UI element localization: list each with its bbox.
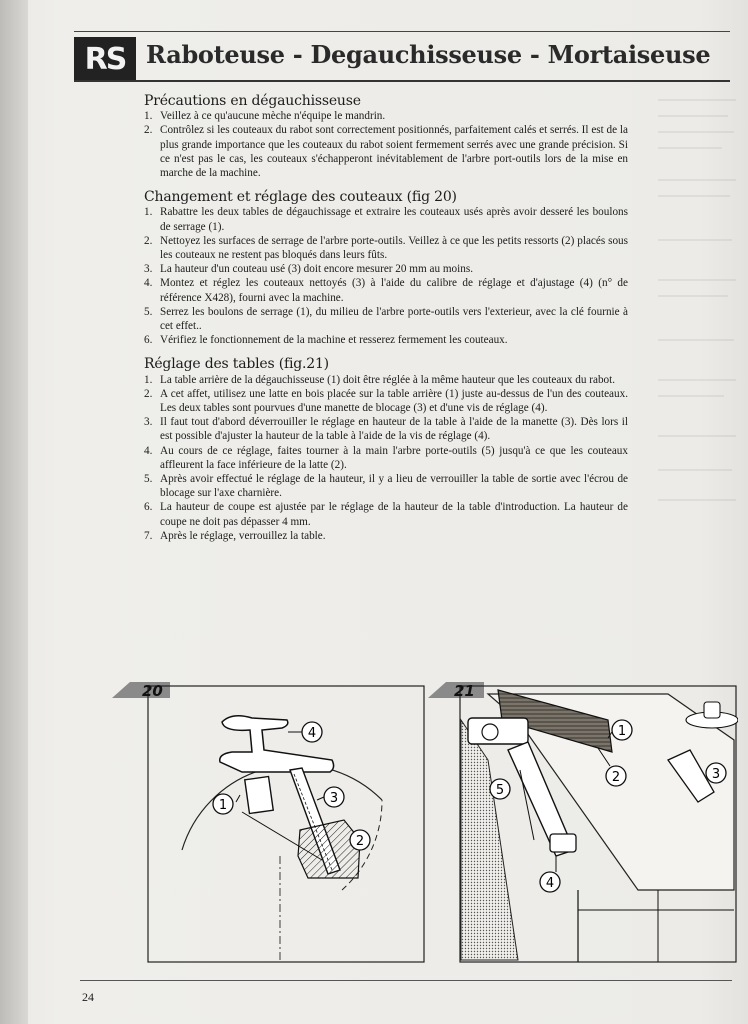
brand-logo: RS <box>74 37 136 81</box>
list-item <box>144 109 628 123</box>
figure-20 <box>112 680 428 966</box>
list-item <box>144 373 628 387</box>
callout-1-label: 1 <box>617 724 627 739</box>
clamping-bolt <box>245 776 273 813</box>
item-text: Veillez à ce qu'aucune mèche n'équipe le mandrin. <box>160 110 386 123</box>
item-number: 1. <box>144 110 153 123</box>
callout-4-label: 4 <box>545 876 555 891</box>
callout-2-label: 2 <box>355 834 365 849</box>
figure-21-tag: 21 <box>454 682 475 700</box>
callout-3-label: 3 <box>329 791 339 806</box>
item-text: Contrôlez si les couteaux du rabot sont correctement positionnés, parfaitement calés et serrés. Il est de la plus grande importance que les couteaux du rabot soient fermement serrés avec une grande précision. Si ce n'est pas le cas, les couteaux s'échapperont inévitablement de l'arbre port-outils lors de la mise en marche de la machine. <box>160 124 628 180</box>
item-text: Au cours de ce réglage, faites tourner à la main l'arbre porte-outils (5) jusqu'à ce que les couteaux affleurent la face inférieure de la latte (2). <box>160 444 628 471</box>
item-text: Montez et réglez les couteaux nettoyés (3) à l'aide du calibre de réglage et d'ajustage (4) (n° de référence X428), fourni avec la machine. <box>160 277 628 304</box>
section-heading: Changement et réglage des couteaux (fig 20) <box>144 189 457 206</box>
item-text: Après avoir effectué le réglage de la hauteur, il y a lieu de verrouiller la table de sortie avec l'écrou de blocage sur l'axe charnière. <box>160 473 628 500</box>
item-text: La table arrière de la dégauchisseuse (1) doit être réglée à la même hauteur que les couteaux du rabot. <box>160 373 616 386</box>
adjustment-screw <box>550 834 576 852</box>
show-through-texture <box>658 90 738 530</box>
page-number: 24 <box>82 990 94 1004</box>
callout-1-label: 1 <box>218 798 228 813</box>
item-number: 2. <box>144 124 153 137</box>
shaft-end <box>482 724 498 740</box>
list-item <box>144 276 628 304</box>
leader-1 <box>236 795 240 802</box>
item-text: Vérifiez le fonctionnement de la machine et resserez fermement les couteaux. <box>160 334 508 347</box>
list-item <box>144 123 628 180</box>
callout-2-label: 2 <box>611 770 621 785</box>
figure-20-tag: 20 <box>142 682 163 700</box>
callout-5-label: 5 <box>495 783 505 798</box>
item-text: Rabattre les deux tables de dégauchissage et extraire les couteaux usés après avoir desseré les boulons de serrage (1). <box>160 206 628 233</box>
figure-20-drawing <box>112 680 428 966</box>
item-text: A cet affet, utilisez une latte en bois placée sur la table arrière (1) juste au-dessus de l'un des couteaux. Les deux tables sont pourvues d'une manette de blocage (3) et d'une vis de réglage (4). <box>160 387 628 415</box>
section-reglage-tables <box>144 357 628 543</box>
instruction-list <box>144 373 628 543</box>
list-item <box>144 529 628 543</box>
section-precautions <box>144 94 628 180</box>
list-item <box>144 305 628 333</box>
item-text: La hauteur d'un couteau usé (3) doit encore mesurer 20 mm au moins. <box>160 263 473 276</box>
list-item <box>144 205 628 233</box>
callout-3-label: 3 <box>711 767 721 782</box>
binding-shadow <box>0 0 28 1024</box>
item-text: Après le réglage, verrouillez la table. <box>160 529 326 542</box>
item-text: La hauteur de coupe est ajustée par le réglage de la hauteur de la table d'introduction. La hauteur de coupe ne doit pas dépasser 4 mm. <box>160 501 628 528</box>
header-rule <box>74 80 730 82</box>
instruction-list <box>144 205 628 347</box>
item-number: 3. <box>144 416 153 429</box>
spring-housing <box>298 820 360 878</box>
footer-rule <box>80 980 732 981</box>
top-rule <box>74 31 730 32</box>
item-number: 6. <box>144 334 153 347</box>
section-changement-couteaux <box>144 190 628 347</box>
item-text: Il faut tout d'abord déverrouiller le réglage en hauteur de la table à l'aide de la manette (3). Dès lors il est possible d'ajuster la hauteur de la table à l'aide de la vis de réglage (4). <box>160 416 628 443</box>
section-heading: Précautions en dégauchisseuse <box>144 93 361 109</box>
list-item <box>144 415 628 443</box>
figure-frame <box>148 686 424 962</box>
item-number: 4. <box>144 444 153 457</box>
item-number: 2. <box>144 387 153 400</box>
instruction-list <box>144 109 628 180</box>
item-number: 5. <box>144 473 153 486</box>
item-number: 7. <box>144 529 153 542</box>
leader-3 <box>317 797 324 800</box>
list-item <box>144 333 628 347</box>
item-number: 4. <box>144 277 153 290</box>
list-item <box>144 472 628 500</box>
item-number: 2. <box>144 234 153 247</box>
mortise-chuck <box>704 702 720 718</box>
list-item <box>144 387 628 415</box>
item-number: 6. <box>144 501 153 514</box>
list-item <box>144 262 628 276</box>
figure-21 <box>428 680 738 966</box>
page-title: Raboteuse - Degauchisseuse - Mortaiseuse <box>146 40 711 69</box>
header <box>74 34 730 82</box>
item-number: 1. <box>144 206 153 219</box>
section-heading: Réglage des tables (fig.21) <box>144 356 329 373</box>
item-number: 3. <box>144 263 153 276</box>
figure-21-drawing <box>428 680 738 966</box>
list-item <box>144 234 628 262</box>
list-item <box>144 500 628 528</box>
item-number: 1. <box>144 373 153 386</box>
list-item <box>144 444 628 472</box>
machine-side-panel <box>461 720 518 960</box>
callout-4-label: 4 <box>307 726 317 741</box>
main-content <box>144 94 628 553</box>
item-text: Nettoyez les surfaces de serrage de l'arbre porte-outils. Veillez à ce que les petits ressorts (2) placés sous les couteaux ne restent pas bloqués dans leurs fûts. <box>160 234 628 262</box>
item-text: Serrez les boulons de serrage (1), du milieu de l'arbre porte-outils vers l'exterieur, avec la clé fournie à cet effet.. <box>160 305 628 333</box>
item-number: 5. <box>144 305 153 318</box>
